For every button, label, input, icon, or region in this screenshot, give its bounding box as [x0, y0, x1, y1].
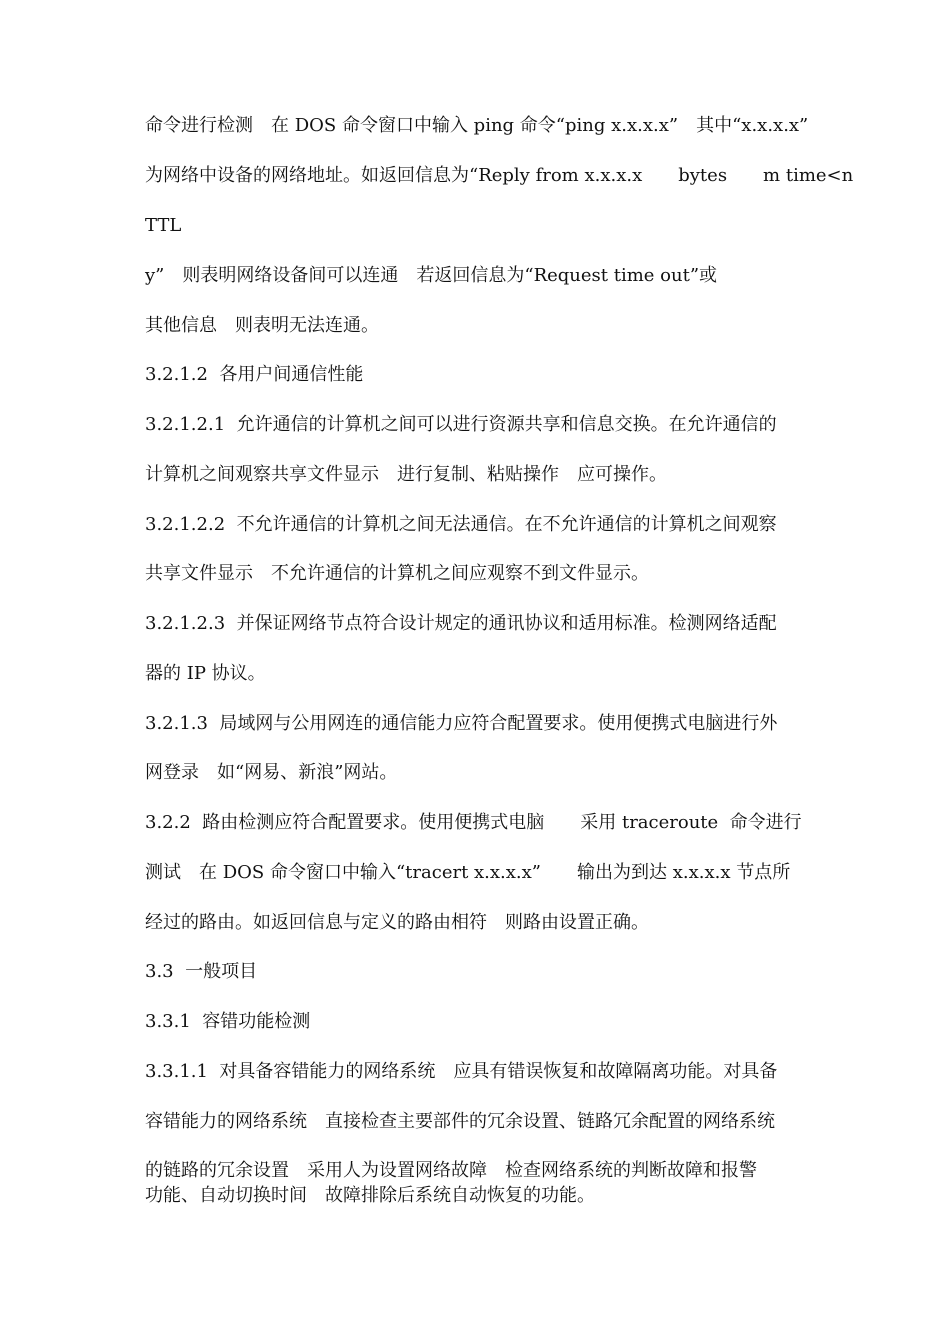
- text-line-5: 其他信息 则表明无法连通。: [145, 315, 379, 336]
- text-line-1: 命令进行检测 在 DOS 命令窗口中输入 ping 命令“ping x.x.x.x” 其中“x.x.x.x”: [145, 115, 809, 136]
- text-line-20: 3.3.1.1 对具备容错能力的网络系统 应具有错误恢复和故障隔离功能。对具备: [145, 1061, 778, 1082]
- text-line-11: 3.2.1.2.3 并保证网络节点符合设计规定的通讯协议和适用标准。检测网络适配: [145, 613, 777, 634]
- text-line-23: 功能、自动切换时间 故障排除后系统自动恢复的功能。: [145, 1185, 595, 1206]
- text-line-9: 3.2.1.2.2 不允许通信的计算机之间无法通信。在不允许通信的计算机之间观察: [145, 514, 777, 535]
- text-line-22: 的链路的冗余设置 采用人为设置网络故障 检查网络系统的判断故障和报警: [145, 1160, 757, 1181]
- text-line-12: 器的 IP 协议。: [145, 663, 266, 684]
- section-heading-3-3: 3.3 一般项目: [145, 961, 258, 982]
- text-line-2: 为网络中设备的网络地址。如返回信息为“Reply from x.x.x.x bytes m time<n: [145, 165, 854, 186]
- text-line-15: 3.2.2 路由检测应符合配置要求。使用便携式电脑 采用 traceroute 命令进行: [145, 812, 802, 833]
- section-heading-3-3-1: 3.3.1 容错功能检测: [145, 1011, 311, 1032]
- section-heading-3-2-1-2: 3.2.1.2 各用户间通信性能: [145, 364, 364, 385]
- text-line-8: 计算机之间观察共享文件显示 进行复制、粘贴操作 应可操作。: [145, 464, 667, 485]
- text-line-14: 网登录 如“网易、新浪”网站。: [145, 762, 398, 783]
- text-line-17: 经过的路由。如返回信息与定义的路由相符 则路由设置正确。: [145, 912, 649, 933]
- text-line-13: 3.2.1.3 局域网与公用网连的通信能力应符合配置要求。使用便携式电脑进行外: [145, 713, 778, 734]
- text-line-16: 测试 在 DOS 命令窗口中输入“tracert x.x.x.x” 输出为到达 x.x.x.x 节点所: [145, 862, 791, 883]
- text-line-3: TTL: [145, 215, 182, 236]
- text-line-4: y” 则表明网络设备间可以连通 若返回信息为“Request time out”或: [145, 265, 718, 286]
- text-line-7: 3.2.1.2.1 允许通信的计算机之间可以进行资源共享和信息交换。在允许通信的: [145, 414, 777, 435]
- text-line-10: 共享文件显示 不允许通信的计算机之间应观察不到文件显示。: [145, 563, 649, 584]
- text-line-21: 容错能力的网络系统 直接检查主要部件的冗余设置、链路冗余配置的网络系统: [145, 1111, 775, 1132]
